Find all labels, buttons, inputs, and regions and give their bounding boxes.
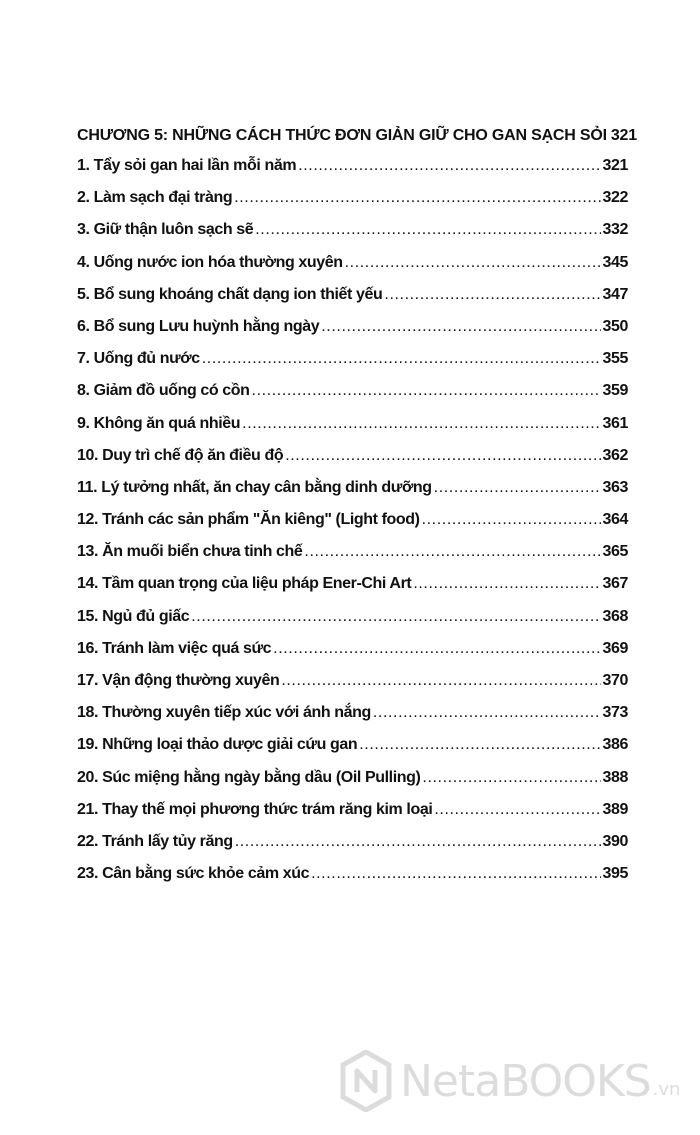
- toc-item-title: 11. Lý tưởng nhất, ăn chay cân bằng dinh dưỡng: [77, 478, 432, 496]
- toc-item[interactable]: [77, 665, 628, 697]
- toc-chapter-heading[interactable]: [77, 120, 637, 150]
- toc-item-title: 15. Ngủ đủ giấc: [77, 607, 190, 625]
- toc-item-title: 12. Tránh các sản phẩm "Ăn kiêng" (Light food): [77, 511, 420, 529]
- toc-item-title: 21. Thay thế mọi phương thức trám răng kim loại: [77, 800, 433, 818]
- toc-item-page: 388: [602, 768, 628, 786]
- netabooks-watermark: [340, 1046, 700, 1116]
- toc-item-page: 361: [602, 414, 628, 432]
- toc-item-page: 359: [602, 382, 628, 400]
- toc-leader-dots: [311, 858, 600, 890]
- toc-item-page: 386: [602, 736, 628, 754]
- toc-item-title: 7. Uống đủ nước: [77, 350, 200, 368]
- toc-item-page: 332: [602, 221, 628, 239]
- toc-item-page: 362: [602, 446, 628, 464]
- toc-item-title: 16. Tránh làm việc quá sức: [77, 639, 272, 657]
- toc-leader-dots: [234, 182, 600, 214]
- toc-item-title: 18. Thường xuyên tiếp xúc với ánh nắng: [77, 704, 371, 722]
- toc-item-title: 20. Súc miệng hằng ngày bằng dầu (Oil Pulling): [77, 768, 421, 786]
- toc-item[interactable]: [77, 858, 628, 890]
- toc-item-page: 350: [602, 317, 628, 335]
- toc-leader-dots: [281, 665, 600, 697]
- toc-item[interactable]: [77, 568, 628, 600]
- toc-leader-dots: [384, 279, 600, 311]
- toc-leader-dots: [321, 311, 600, 343]
- toc-leader-dots: [373, 697, 601, 729]
- toc-item-page: 373: [602, 704, 628, 722]
- toc-leader-dots: [242, 408, 600, 440]
- toc-item-title: 13. Ăn muối biển chưa tinh chế: [77, 543, 303, 561]
- toc-leader-dots: [255, 214, 600, 246]
- toc-item-title: 10. Duy trì chế độ ăn điều độ: [77, 446, 284, 464]
- toc-leader-dots: [202, 343, 601, 375]
- toc-item-title: 4. Uống nước ion hóa thường xuyên: [77, 253, 343, 271]
- toc-item-page: 389: [602, 800, 628, 818]
- toc-leader-dots: [191, 601, 600, 633]
- watermark-brand: NetaBOOKS: [400, 1055, 651, 1107]
- toc-item-title: 22. Tránh lấy tủy răng: [77, 832, 233, 850]
- toc-item-page: 395: [602, 865, 628, 883]
- toc-item-title: 6. Bổ sung Lưu huỳnh hằng ngày: [77, 317, 320, 335]
- toc-leader-dots: [434, 472, 601, 504]
- toc-leader-dots: [345, 247, 601, 279]
- watermark-suffix: .vn: [652, 1078, 681, 1100]
- toc-item[interactable]: [77, 440, 628, 472]
- toc-item[interactable]: [77, 408, 628, 440]
- toc-leader-dots: [285, 440, 600, 472]
- toc-item[interactable]: [77, 826, 628, 858]
- toc-item-title: 3. Giữ thận luôn sạch sẽ: [77, 221, 254, 239]
- toc-item-title: 8. Giảm đồ uống có cồn: [77, 382, 250, 400]
- netabooks-logo-icon: [340, 1050, 392, 1112]
- toc-item-page: 355: [602, 350, 628, 368]
- toc-item-page: 365: [602, 543, 628, 561]
- toc-leader-dots: [359, 729, 600, 761]
- toc-item-page: 363: [602, 478, 628, 496]
- toc-item[interactable]: [77, 633, 628, 665]
- toc-item-title: 23. Cân bằng sức khỏe cảm xúc: [77, 865, 310, 883]
- toc-item[interactable]: [77, 697, 628, 729]
- toc-item-title: 5. Bổ sung khoáng chất dạng ion thiết yếu: [77, 285, 383, 303]
- table-of-contents: [77, 120, 637, 890]
- toc-item[interactable]: [77, 536, 628, 568]
- toc-heading-title: CHƯƠNG 5: NHỮNG CÁCH THỨC ĐƠN GIẢN GIỮ CHO GAN SẠCH SỎI: [77, 127, 607, 144]
- toc-item[interactable]: [77, 794, 628, 826]
- toc-leader-dots: [252, 375, 601, 407]
- toc-leader-dots: [422, 504, 601, 536]
- toc-item[interactable]: [77, 729, 628, 761]
- toc-item-page: 369: [602, 639, 628, 657]
- toc-item-title: 14. Tầm quan trọng của liệu pháp Ener-Chi Art: [77, 575, 412, 593]
- toc-item-page: 370: [602, 672, 628, 689]
- toc-leader-dots: [273, 633, 600, 665]
- toc-item[interactable]: [77, 375, 628, 407]
- toc-item-title: 19. Những loại thảo dược giải cứu gan: [77, 736, 358, 754]
- toc-item[interactable]: [77, 472, 628, 504]
- toc-item[interactable]: [77, 311, 628, 343]
- toc-item-list: [77, 150, 628, 890]
- toc-item[interactable]: [77, 279, 628, 311]
- toc-item-page: 364: [602, 511, 628, 529]
- toc-leader-dots: [304, 536, 600, 568]
- toc-leader-dots: [434, 794, 600, 826]
- toc-item-page: 322: [602, 189, 628, 207]
- toc-leader-dots: [413, 568, 600, 600]
- toc-item-title: 17. Vận động thường xuyên: [77, 672, 280, 689]
- toc-item[interactable]: [77, 504, 628, 536]
- toc-item[interactable]: [77, 601, 628, 633]
- toc-item[interactable]: [77, 214, 628, 246]
- toc-item-page: 321: [602, 157, 628, 174]
- toc-item-title: 9. Không ăn quá nhiều: [77, 414, 241, 432]
- toc-leader-dots: [422, 762, 600, 794]
- toc-leader-dots: [298, 150, 600, 182]
- toc-item-page: 345: [602, 253, 628, 271]
- toc-item-page: 390: [602, 832, 628, 850]
- toc-item-title: 2. Làm sạch đại tràng: [77, 189, 233, 207]
- toc-item-title: 1. Tẩy sỏi gan hai lần mỗi năm: [77, 157, 297, 174]
- toc-item-page: 367: [602, 575, 628, 593]
- toc-item-page: 347: [602, 285, 628, 303]
- toc-item[interactable]: [77, 150, 628, 182]
- toc-heading-page: 321: [610, 127, 637, 144]
- toc-item[interactable]: [77, 762, 628, 794]
- toc-leader-dots: [235, 826, 601, 858]
- toc-item[interactable]: [77, 247, 628, 279]
- toc-item[interactable]: [77, 343, 628, 375]
- toc-item[interactable]: [77, 182, 628, 214]
- toc-item-page: 368: [602, 607, 628, 625]
